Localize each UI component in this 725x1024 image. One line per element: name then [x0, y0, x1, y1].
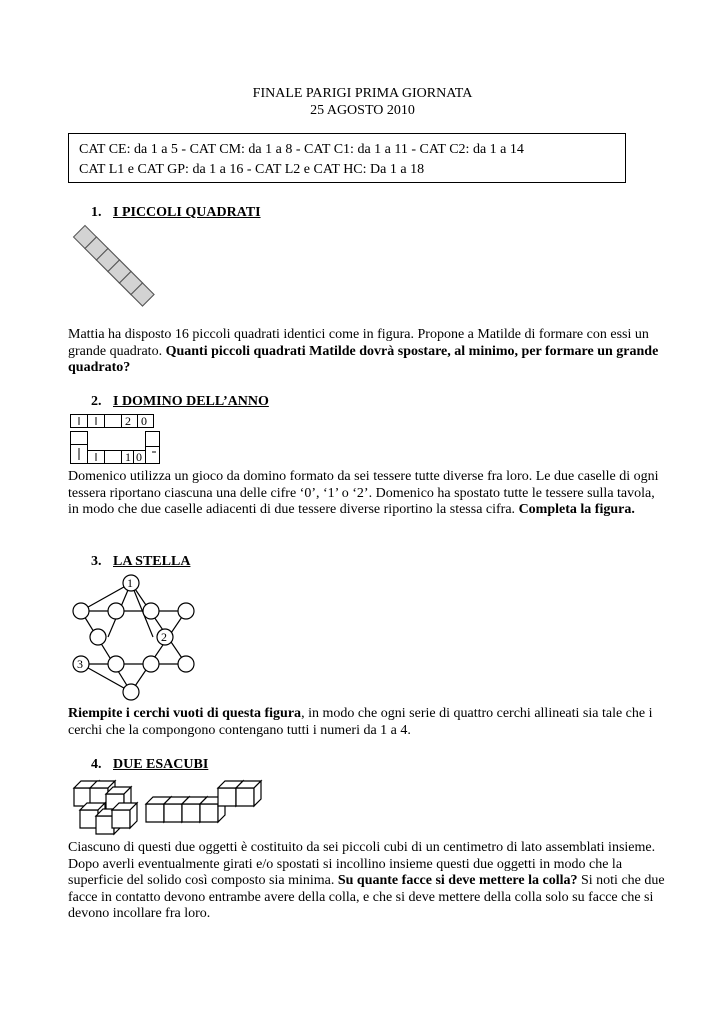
- domino-bottom-2: [105, 451, 122, 464]
- star-circle-upper-inner-left: [108, 603, 124, 619]
- domino-right-b: [146, 447, 160, 464]
- domino-figure: [68, 412, 168, 468]
- problem-4-text-a: Ciascuno di questi due oggetti è costituito da sei piccoli cubi di un centimetro di lato assemblati insieme. Dopo averli eventualmente girati e/o spostati si incollino insieme questi due oggetti in modo che la superficie del solido così composto sia minima.: [68, 840, 656, 888]
- problem-1-title: I PICCOLI QUADRATI: [113, 205, 261, 220]
- star-circle-lower-inner-left: [108, 656, 124, 672]
- problem-2-text-a: Domenico utilizza un gioco da domino formato da sei tessere tutte diverse fra loro. Le due caselle di ogni tessera riportano ciascuna una delle cifre ‘0’, ‘1’ o ‘2’. Domenico ha spostato tutte le tessere sulla tavola, in modo che due caselle adiacenti di due tessere diverse riportino la stessa cifra.: [68, 469, 659, 517]
- page-title: FINALE PARIGI PRIMA GIORNATA: [252, 86, 473, 101]
- problem-3-text-a: , in modo che ogni serie di quattro cerchi allineati sia tale che i cerchi che la compongono contengano tutti i numeri da 1 a 4.: [68, 706, 653, 738]
- star-circle-upper-right: [178, 603, 194, 619]
- small-cube: [112, 803, 137, 828]
- star-label-2: 2: [161, 630, 167, 644]
- problem-4-question: Su quante facce si deve mettere la colla?: [337, 873, 578, 888]
- problem-4-heading: [91, 757, 208, 773]
- domino-digit-bottom-b: 0: [136, 450, 142, 464]
- squares-figure: [68, 224, 198, 324]
- problem-1-number: 1.: [91, 205, 102, 220]
- star-label-3: 3: [77, 657, 83, 671]
- categories-line-1: CAT CE: da 1 a 5 - CAT CM: da 1 a 8 - CAT C1: da 1 a 11 - CAT C2: da 1 a 14: [79, 142, 524, 157]
- problem-2-title: I DOMINO DELL’ANNO: [113, 394, 269, 409]
- hexacubes-figure: [68, 774, 268, 842]
- domino-top-2: [105, 415, 122, 428]
- domino-right-a: [146, 432, 160, 447]
- problem-4-text: [68, 840, 668, 923]
- problem-2-number: 2.: [91, 394, 102, 409]
- domino-digit-bottom-a: 1: [125, 450, 131, 464]
- problem-4-title: DUE ESACUBI: [113, 757, 209, 772]
- problem-3-number: 3.: [91, 554, 102, 569]
- problem-2-text: [68, 469, 668, 519]
- star-circle-lower-right: [178, 656, 194, 672]
- problem-1-question: Quanti piccoli quadrati Matilde dovrà spostare, al minimo, per formare un grande quadrato?: [68, 343, 659, 375]
- domino-digit-top-a: 2: [125, 414, 131, 428]
- problem-2-instruction: Completa la figura.: [518, 502, 635, 517]
- problem-1-text: [68, 327, 668, 377]
- problem-3-instruction: Riempite i cerchi vuoti di questa figura: [68, 706, 302, 721]
- domino-left-a: [71, 432, 88, 445]
- problem-4-number: 4.: [91, 757, 102, 772]
- page-date: 25 AGOSTO 2010: [310, 103, 415, 118]
- domino-digit-top-b: 0: [141, 414, 147, 428]
- star-circle-upper-left: [73, 603, 89, 619]
- star-circle-mid-left: [90, 629, 106, 645]
- star-circle-upper-inner-right: [143, 603, 159, 619]
- problem-2-heading: [91, 394, 269, 410]
- categories-line-2: CAT L1 e CAT GP: da 1 a 16 - CAT L2 e CAT HC: Da 1 a 18: [79, 162, 425, 177]
- star-circle-bottom: [123, 684, 139, 700]
- problem-1-text-a: Mattia ha disposto 16 piccoli quadrati identici come in figura. Propone a Matilde di formare con essi un grande quadrato.: [68, 327, 649, 359]
- problem-3-text: [68, 706, 668, 739]
- problem-4-text-c: Si noti che due facce in contatto devono entrambe avere della colla, e che si deve mettere della colla solo su facce che si devono incollare fra loro.: [68, 873, 665, 921]
- problem-3-heading: [91, 554, 190, 570]
- star-label-1: 1: [127, 576, 133, 590]
- categories-box: [68, 133, 626, 183]
- small-cube: [236, 781, 261, 806]
- star-circle-lower-inner-right: [143, 656, 159, 672]
- star-figure: [68, 572, 198, 702]
- problem-3-title: LA STELLA: [113, 554, 191, 569]
- problem-1-heading: [91, 205, 261, 221]
